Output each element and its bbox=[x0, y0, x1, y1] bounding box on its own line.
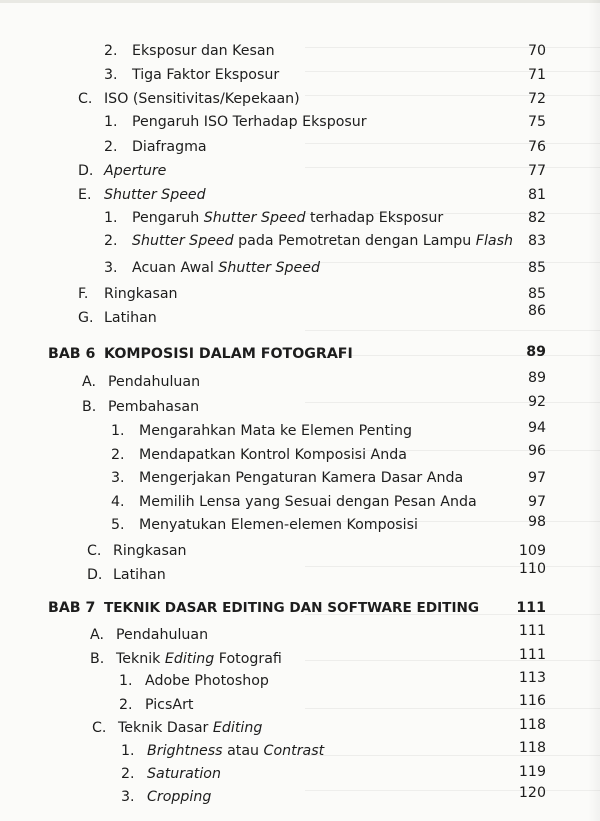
chapter-number: BAB 7 bbox=[48, 600, 96, 616]
toc-entry bbox=[0, 371, 600, 393]
page-number: 97 bbox=[527, 470, 546, 486]
page-number: 70 bbox=[527, 43, 546, 59]
chapter-title bbox=[104, 343, 353, 365]
page-number: 86 bbox=[527, 303, 546, 319]
entry-title bbox=[132, 111, 367, 133]
entry-number: 5. bbox=[111, 517, 125, 533]
title-segment-italic: Brightness bbox=[147, 743, 223, 759]
entry-letter: A. bbox=[82, 374, 96, 390]
page-number: 76 bbox=[527, 139, 546, 155]
page-number: 82 bbox=[527, 210, 546, 226]
title-segment: Pembahasan bbox=[108, 399, 200, 415]
entry-letter: C. bbox=[87, 543, 102, 559]
page-number: 85 bbox=[527, 286, 546, 302]
toc-entry bbox=[0, 670, 600, 692]
title-segment: Latihan bbox=[104, 310, 157, 326]
entry-title bbox=[132, 40, 275, 62]
title-segment: Fotografi bbox=[214, 651, 282, 667]
title-segment-italic: Contrast bbox=[263, 743, 325, 759]
page-top-edge bbox=[0, 0, 600, 3]
page-number: 98 bbox=[527, 514, 546, 530]
toc-entry bbox=[0, 64, 600, 86]
chapter-number: BAB 6 bbox=[48, 346, 96, 362]
entry-number: 3. bbox=[121, 789, 135, 805]
title-segment-italic: Saturation bbox=[147, 766, 221, 782]
entry-title bbox=[139, 420, 412, 442]
toc-entry bbox=[0, 467, 600, 489]
title-segment: PicsArt bbox=[145, 697, 194, 713]
entry-letter: B. bbox=[90, 651, 105, 667]
toc-entry bbox=[0, 88, 600, 110]
toc-entry bbox=[0, 396, 600, 418]
entry-title bbox=[104, 160, 166, 182]
toc-entry bbox=[0, 514, 600, 536]
entry-title bbox=[147, 786, 211, 808]
page-number: 109 bbox=[518, 543, 546, 559]
page-number: 111 bbox=[516, 600, 546, 616]
page-number: 110 bbox=[518, 561, 546, 577]
entry-title bbox=[113, 564, 166, 586]
entry-number: 2. bbox=[104, 139, 118, 155]
page-number: 94 bbox=[527, 420, 546, 436]
title-segment: Mengerjakan Pengaturan Kamera Dasar Anda bbox=[139, 470, 464, 486]
toc-entry bbox=[0, 540, 600, 562]
entry-title bbox=[139, 514, 418, 536]
toc-entry bbox=[0, 786, 600, 808]
entry-number: 2. bbox=[121, 766, 135, 782]
entry-title bbox=[116, 624, 208, 646]
toc-entry bbox=[0, 444, 600, 466]
toc-entry bbox=[0, 111, 600, 133]
entry-letter: B. bbox=[82, 399, 97, 415]
toc-entry bbox=[0, 648, 600, 670]
toc-entry bbox=[0, 230, 600, 252]
page-number: 71 bbox=[527, 67, 546, 83]
entry-title bbox=[139, 491, 477, 513]
entry-title bbox=[147, 740, 324, 762]
title-segment-italic: Shutter Speed bbox=[218, 260, 320, 276]
title-segment-italic: Flash bbox=[475, 233, 513, 249]
title-segment: Acuan Awal bbox=[132, 260, 219, 276]
entry-number: 1. bbox=[121, 743, 135, 759]
title-segment: Menyatukan Elemen-elemen Komposisi bbox=[139, 517, 418, 533]
entry-number: 1. bbox=[111, 423, 125, 439]
title-segment: Pengaruh ISO Terhadap Eksposur bbox=[132, 114, 367, 130]
chapter-heading bbox=[0, 343, 600, 365]
title-segment: Mengarahkan Mata ke Elemen Penting bbox=[139, 423, 412, 439]
title-segment-italic: Editing bbox=[212, 720, 263, 736]
title-segment-italic: Cropping bbox=[147, 789, 212, 805]
entry-title bbox=[104, 184, 206, 206]
entry-number: 3. bbox=[104, 260, 118, 276]
page-number: 119 bbox=[518, 764, 546, 780]
page-number: 118 bbox=[518, 717, 546, 733]
page-number: 89 bbox=[527, 370, 546, 386]
title-segment: atau bbox=[222, 743, 264, 759]
toc-entry bbox=[0, 184, 600, 206]
entry-number: 1. bbox=[104, 210, 118, 226]
entry-number: 4. bbox=[111, 494, 125, 510]
toc-entry bbox=[0, 420, 600, 442]
entry-letter: D. bbox=[78, 163, 94, 179]
title-segment-italic: Shutter Speed bbox=[203, 210, 306, 226]
title-segment-italic: Editing bbox=[164, 651, 215, 667]
toc-entry bbox=[0, 717, 600, 739]
toc-entry bbox=[0, 740, 600, 762]
page-number: 113 bbox=[518, 670, 546, 686]
entry-number: 1. bbox=[119, 673, 133, 689]
page-number: 111 bbox=[518, 647, 546, 663]
toc-entry bbox=[0, 207, 600, 229]
entry-title bbox=[132, 64, 279, 86]
title-segment: Teknik bbox=[116, 651, 165, 667]
title-segment: Eksposur dan Kesan bbox=[132, 43, 275, 59]
entry-letter: E. bbox=[78, 187, 92, 203]
toc-entry bbox=[0, 561, 600, 586]
page-number: 72 bbox=[527, 91, 546, 107]
toc-entry bbox=[0, 624, 600, 646]
toc-entry bbox=[0, 283, 600, 305]
title-segment: Tiga Faktor Eksposur bbox=[132, 67, 280, 83]
entry-number: 3. bbox=[111, 470, 125, 486]
entry-title bbox=[118, 717, 262, 739]
entry-letter: C. bbox=[92, 720, 107, 736]
toc-entry bbox=[0, 303, 600, 329]
entry-title bbox=[104, 283, 178, 305]
title-segment: Pendahuluan bbox=[116, 627, 209, 643]
title-segment: TEKNIK DASAR EDITING DAN SOFTWARE EDITING bbox=[104, 600, 480, 616]
toc-entry bbox=[0, 160, 600, 182]
entry-title bbox=[147, 763, 221, 785]
toc-entry bbox=[0, 491, 600, 513]
page-number: 75 bbox=[527, 114, 546, 130]
entry-number: 2. bbox=[104, 43, 118, 59]
entry-title bbox=[145, 670, 269, 692]
toc-entry bbox=[0, 257, 600, 279]
page-number: 120 bbox=[518, 785, 546, 801]
page-number: 111 bbox=[518, 623, 546, 639]
entry-title bbox=[145, 694, 193, 716]
toc-entry bbox=[0, 40, 600, 62]
entry-letter: C. bbox=[78, 91, 93, 107]
entry-number: 2. bbox=[111, 447, 125, 463]
page-number: 118 bbox=[518, 740, 546, 756]
title-segment-italic: Aperture bbox=[104, 163, 167, 179]
title-segment: Latihan bbox=[113, 567, 166, 583]
entry-title bbox=[104, 88, 300, 110]
page-number: 85 bbox=[527, 260, 546, 276]
title-segment: pada Pemotretan dengan Lampu bbox=[233, 233, 476, 249]
title-segment: ISO (Sensitivitas/Kepekaan) bbox=[104, 91, 300, 107]
title-segment: KOMPOSISI DALAM FOTOGRAFI bbox=[104, 346, 353, 362]
entry-title bbox=[132, 207, 443, 229]
page-number: 96 bbox=[527, 443, 546, 459]
page-number: 116 bbox=[518, 693, 546, 709]
entry-number: 3. bbox=[104, 67, 118, 83]
entry-title bbox=[108, 371, 200, 393]
entry-number: 2. bbox=[119, 697, 133, 713]
title-segment: Adobe Photoshop bbox=[145, 673, 269, 689]
title-segment: Memilih Lensa yang Sesuai dengan Pesan Anda bbox=[139, 494, 477, 510]
entry-title bbox=[132, 230, 513, 252]
page-number: 83 bbox=[527, 233, 546, 249]
entry-title bbox=[104, 307, 157, 329]
page-number: 97 bbox=[527, 494, 546, 510]
entry-letter: F. bbox=[78, 286, 89, 302]
title-segment: Ringkasan bbox=[113, 543, 187, 559]
title-segment: Pengaruh bbox=[132, 210, 204, 226]
entry-title bbox=[108, 396, 199, 418]
entry-number: 2. bbox=[104, 233, 118, 249]
title-segment: terhadap Eksposur bbox=[305, 210, 444, 226]
entry-title bbox=[139, 444, 407, 466]
title-segment: Teknik Dasar bbox=[118, 720, 213, 736]
chapter-title bbox=[104, 597, 479, 619]
title-segment: Diafragma bbox=[132, 139, 207, 155]
entry-letter: A. bbox=[90, 627, 104, 643]
toc-entry bbox=[0, 694, 600, 716]
page-number: 89 bbox=[526, 344, 546, 360]
entry-title bbox=[113, 540, 187, 562]
title-segment: Pendahuluan bbox=[108, 374, 201, 390]
toc-entry bbox=[0, 763, 600, 785]
entry-number: 1. bbox=[104, 114, 118, 130]
page-number: 81 bbox=[527, 187, 546, 203]
title-segment: Ringkasan bbox=[104, 286, 178, 302]
entry-title bbox=[116, 648, 282, 670]
entry-title bbox=[132, 257, 320, 279]
entry-title bbox=[132, 136, 207, 158]
toc-entry bbox=[0, 136, 600, 158]
entry-title bbox=[139, 467, 463, 489]
title-segment-italic: Shutter Speed bbox=[104, 187, 206, 203]
title-segment: Mendapatkan Kontrol Komposisi Anda bbox=[139, 447, 407, 463]
page-number: 77 bbox=[527, 163, 546, 179]
chapter-heading bbox=[0, 597, 600, 619]
page-number: 92 bbox=[527, 394, 546, 410]
title-segment-italic: Shutter Speed bbox=[132, 233, 234, 249]
entry-letter: G. bbox=[78, 310, 94, 326]
entry-letter: D. bbox=[87, 567, 103, 583]
